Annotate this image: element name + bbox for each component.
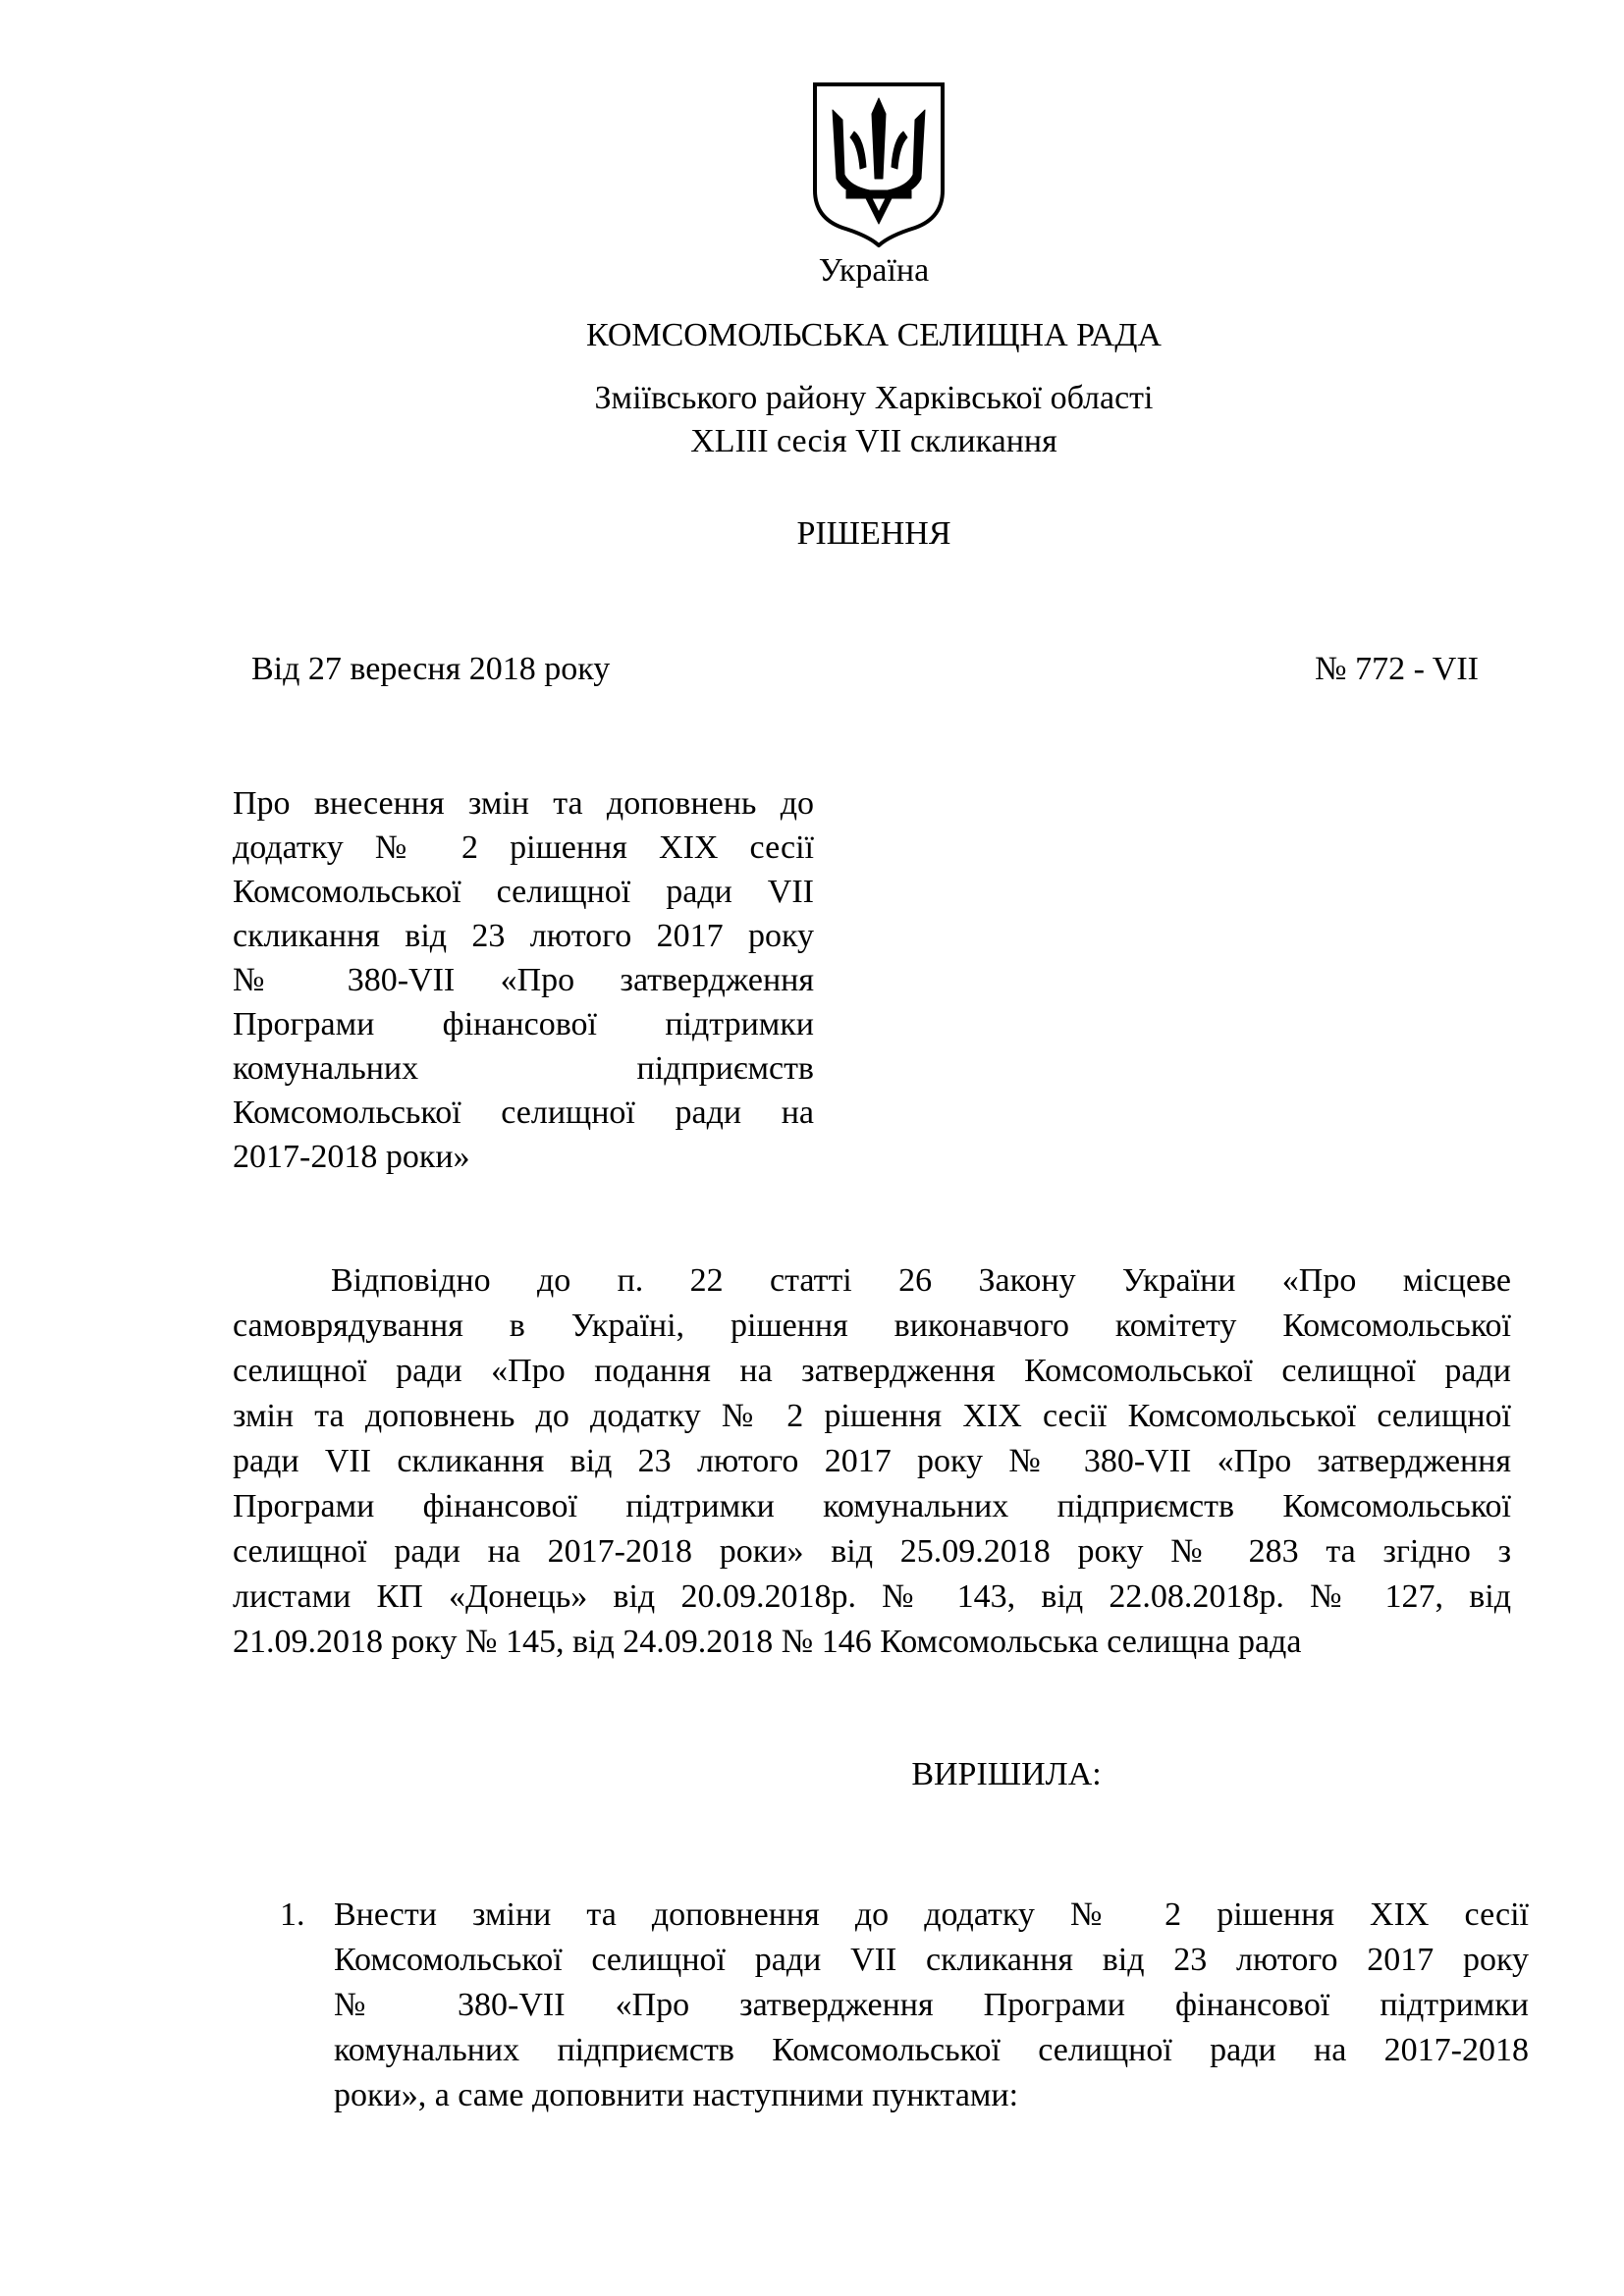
decision-date: Від 27 вересня 2018 року — [251, 651, 611, 687]
decision-number: № 772 - VII — [1315, 651, 1479, 687]
council-name: КОМСОМОЛЬСЬКА СЕЛИЩНА РАДА — [586, 317, 1162, 353]
subject-line: Комсомольської селищної ради VII — [233, 874, 814, 910]
list-item-line: Внести зміни та доповнення до додатку № 2 рішення XIX сесії — [334, 1896, 1529, 1933]
subject-line: Програми фінансової підтримки — [233, 1006, 814, 1042]
preamble-line: Відповідно до п. 22 статті 26 Закону України «Про місцеве — [331, 1262, 1511, 1299]
list-item-line: роки», а саме доповнити наступними пунктами: — [334, 2077, 1019, 2113]
preamble-line: листами КП «Донець» від 20.09.2018р. № 143, від 22.08.2018р. № 127, від — [233, 1578, 1511, 1615]
district-name: Зміївського району Харківської області — [594, 380, 1154, 416]
subject-line: 2017-2018 роки» — [233, 1139, 470, 1175]
list-item-number: 1. — [280, 1896, 305, 1933]
preamble-paragraph — [233, 1258, 1511, 1665]
document-type-title: РІШЕННЯ — [796, 515, 951, 552]
preamble-line: змін та доповнень до додатку № 2 рішення XIX сесії Комсомольської селищної — [233, 1398, 1511, 1434]
decision-subject — [233, 781, 814, 1179]
subject-line: додатку № 2 рішення XIX сесії — [233, 829, 814, 866]
trident-coat-of-arms-icon — [811, 80, 947, 247]
country-name: Україна — [818, 252, 930, 289]
preamble-line: селищної ради «Про подання на затвердження Комсомольської селищної ради — [233, 1353, 1511, 1389]
subject-line: Комсомольської селищної ради на — [233, 1095, 814, 1131]
subject-line: № 380-VII «Про затвердження — [233, 962, 814, 998]
preamble-line: Програми фінансової підтримки комунальних підприємств Комсомольської — [233, 1488, 1511, 1524]
decided-heading: ВИРІШИЛА: — [911, 1756, 1102, 1792]
subject-line: комунальних підприємств — [233, 1050, 814, 1087]
preamble-line: ради VII скликання від 23 лютого 2017 року № 380-VII «Про затвердження — [233, 1443, 1511, 1479]
list-item-line: № 380-VII «Про затвердження Програми фінансової підтримки — [334, 1987, 1529, 2023]
list-item-line: Комсомольської селищної ради VII скликання від 23 лютого 2017 року — [334, 1942, 1529, 1978]
session-name: XLIII сесія VII скликання — [690, 423, 1057, 459]
subject-line: Про внесення змін та доповнень до — [233, 785, 814, 822]
list-item-text — [334, 1893, 1529, 2118]
preamble-line: самоврядування в Україні, рішення виконавчого комітету Комсомольської — [233, 1308, 1511, 1344]
preamble-line: селищної ради на 2017-2018 роки» від 25.09.2018 року № 283 та згідно з — [233, 1533, 1511, 1570]
preamble-line: 21.09.2018 року № 145, від 24.09.2018 № 146 Комсомольська селищна рада — [233, 1624, 1302, 1660]
list-item-line: комунальних підприємств Комсомольської селищної ради на 2017-2018 — [334, 2032, 1529, 2068]
subject-line: скликання від 23 лютого 2017 року — [233, 918, 814, 954]
